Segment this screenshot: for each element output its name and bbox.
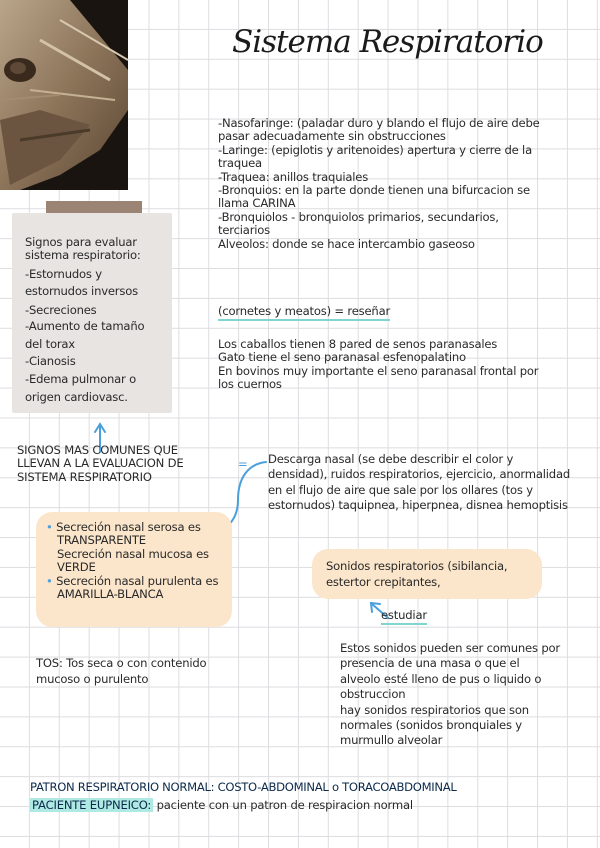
sounds-explanation [340,642,560,748]
eupneico-text: paciente con un patron de respiracion normal [153,798,413,812]
estudiar-label: estudiar [381,609,427,622]
secretion-item: • Secreción nasal serosa es [46,520,201,534]
note-line: hay sonidos respiratorios que son [340,702,529,717]
note-line: densidad), ruidos respiratorios, ejercicio, anormalidad [268,467,571,482]
note-line: Estos sonidos pueden ser comunes por [340,641,560,655]
heading-line: SIGNOS MAS COMUNES QUE [17,443,178,457]
card-line: -Estornudos y [25,267,102,281]
secretion-item: TRANSPARENTE [57,533,146,548]
card-line: -Edema pulmonar o [25,372,136,386]
note-line: estertor crepitantes, [326,575,441,590]
note-line: los cuernos [218,377,282,392]
note-line: normales (sonidos bronquiales y [340,718,522,733]
note-line: Gato tiene el seno paranasal esfenopalatino [218,350,466,365]
eupneico-label: PACIENTE EUPNEICO: [32,798,152,812]
note-line: -Bronquios: en la parte donde tienen una bifurcacion se [218,183,530,198]
nasal-discharge-notes [268,453,570,513]
secretions-list [46,521,218,601]
card-line: -Secreciones [25,303,97,317]
note-line: llama CARINA [218,196,296,211]
note-line: TOS: Tos seca o con contenido [36,656,207,670]
note-line: en el flujo de aire que sale por los ollares (tos y [268,482,533,497]
note-line: terciarios [218,223,271,238]
note-line: estornudos) taquipnea, hiperpnea, disnea hemoptisis [268,498,568,513]
equals-sign: = [238,457,248,471]
tos-note [36,657,206,687]
note-line: -Laringe: (epiglotis y aritenoides) apertura y cierre de la [218,142,532,157]
note-line: Los caballos tienen 8 pared de senos paranasales [218,337,498,351]
note-line: murmullo alveolar [340,733,443,748]
card-line: origen cardiovasc. [25,390,128,404]
card-line: -Cianosis [25,354,76,368]
note-line: traquea [218,156,262,171]
note-line: -Nasofaringe: (paladar duro y blando el flujo de aire debe [218,116,540,130]
note-line: Descarga nasal (se debe describir el color y [268,452,514,466]
heading-line: SISTEMA RESPIRATORIO [17,469,152,484]
card-line: sistema respiratorio: [25,248,141,262]
card-line: -Aumento de tamaño [25,319,145,333]
secretion-item: VERDE [57,560,96,575]
eupneico-line [30,799,413,812]
card-line: Signos para evaluar [25,235,137,249]
note-line: En bovinos muy importante el seno paranasal frontal por [218,363,539,378]
note-line: Alveolos: donde se hace intercambio gaseoso [218,236,475,251]
common-signs-heading [17,444,183,484]
secretion-item: • Secreción nasal purulenta es [46,573,219,588]
note-line: presencia de una masa o que el [340,656,520,671]
note-line: mucoso o purulento [36,672,149,687]
card-line: estornudos inversos [25,284,138,298]
bullet-icon: • [46,573,53,588]
note-line: pasar adecuadamente sin obstrucciones [218,129,446,144]
note-line: Sonidos respiratorios (sibilancia, [326,559,508,573]
card-line: del torax [25,337,75,351]
note-line: obstruccion [340,687,406,702]
note-line: -Bronquiolos - bronquiolos primarios, secundarios, [218,209,499,224]
respiratory-sounds [326,560,507,590]
note-line: alveolo esté lleno de pus o liquido o [340,671,542,686]
patron-line: PATRON RESPIRATORIO NORMAL: COSTO-ABDOMINAL o TORACOABDOMINAL [30,780,457,794]
secretion-item: AMARILLA-BLANCA [57,587,164,602]
page-title: Sistema Respiratorio [232,24,543,60]
note-line: -Traquea: anillos traquiales [218,169,369,184]
heading-line: LLEVAN A LA EVALUACION DE [17,456,184,471]
secretion-item: Secreción nasal mucosa es [57,546,209,561]
cornetes-heading: (cornetes y meatos) = reseñar [218,305,390,318]
bullet-icon: • [46,520,53,534]
